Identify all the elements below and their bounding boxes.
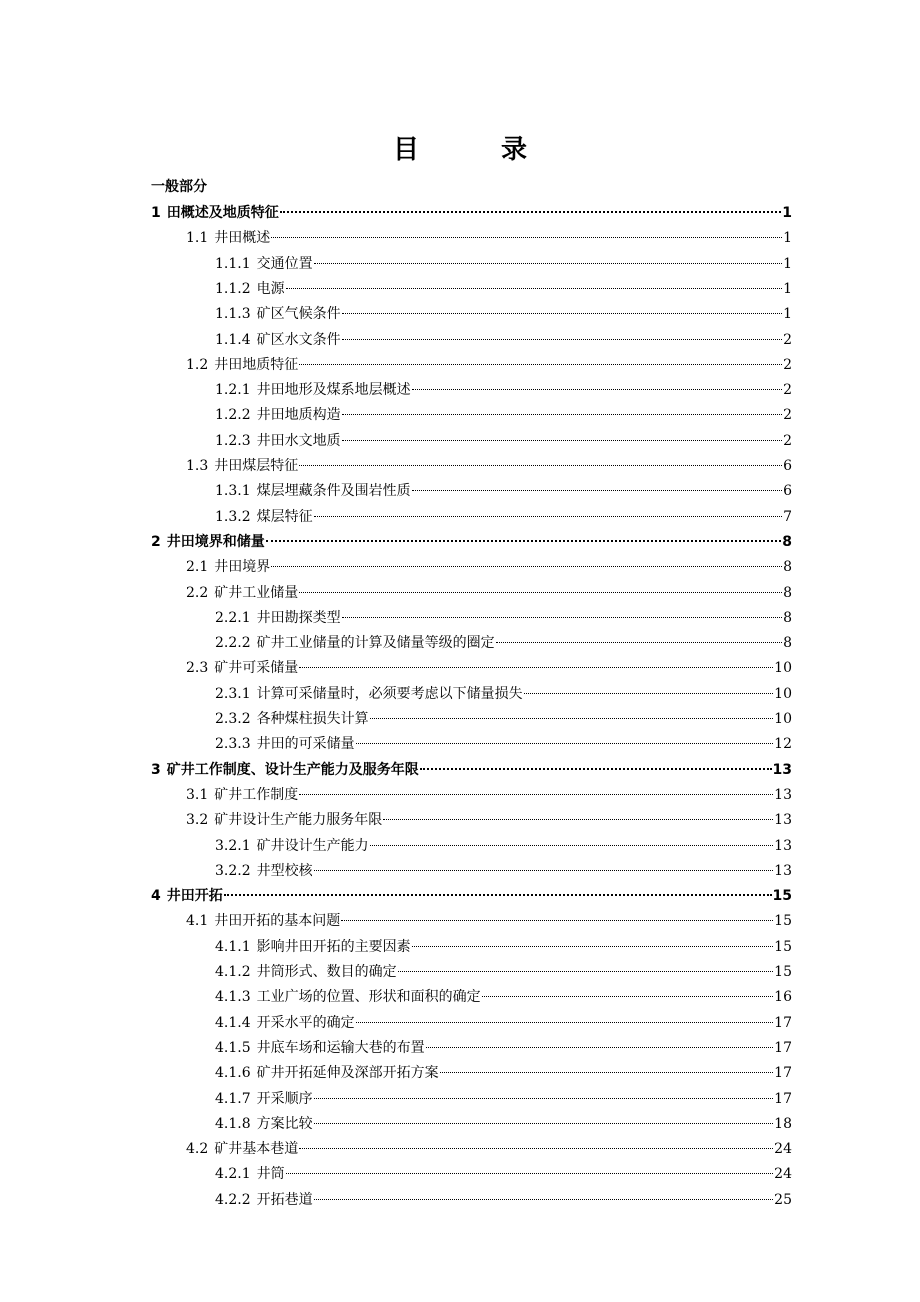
toc-leader-dots [356, 1021, 774, 1023]
toc-entry-title: 井田地形及煤系地层概述 [256, 382, 411, 399]
toc-entry-number: 2.1 [186, 559, 209, 576]
toc-entry-number: 4.1 [186, 913, 209, 930]
toc-leader-dots [524, 692, 774, 694]
toc-leader-dots [496, 641, 782, 643]
toc-entry-number: 4.1.8 [215, 1115, 251, 1132]
toc-entry-page: 8 [782, 533, 792, 550]
toc-entry-title: 井底车场和运输大巷的布置 [256, 1039, 425, 1056]
toc-leader-dots [314, 869, 774, 871]
toc-entry-page: 1 [783, 280, 792, 297]
toc-entry-title: 计算可采储量时，必须要考虑以下储量损失 [256, 685, 523, 702]
toc-leader-dots [286, 1172, 774, 1174]
toc-leader-dots [280, 210, 782, 213]
toc-leader-dots [286, 287, 782, 289]
toc-entry[interactable] [215, 860, 792, 885]
toc-entry-title: 开采顺序 [256, 1090, 313, 1107]
toc-entry-number: 2.3.2 [215, 711, 251, 727]
toc-leader-dots [266, 539, 782, 542]
toc-entry-title: 矿井工业储量的计算及储量等级的圈定 [256, 635, 495, 652]
toc-entry-page: 6 [783, 458, 792, 474]
toc-entry-page: 15 [774, 938, 792, 955]
toc-entry-title: 矿井设计生产能力服务年限 [214, 812, 383, 829]
toc-leader-dots [440, 1071, 774, 1073]
toc-entry-number: 2 [151, 533, 161, 550]
toc-entry-page: 1 [783, 255, 792, 272]
toc-entry-title: 电源 [256, 280, 285, 297]
toc-entry[interactable] [186, 455, 792, 480]
toc-entry[interactable] [215, 1012, 792, 1037]
toc-leader-dots [342, 413, 782, 415]
toc-leader-dots [342, 439, 782, 441]
toc-entry-page: 13 [774, 862, 792, 879]
toc-entry-number: 4.1.6 [215, 1065, 251, 1082]
toc-leader-dots [314, 1122, 774, 1124]
toc-entry-number: 2.2 [186, 584, 209, 601]
toc-leader-dots [412, 489, 782, 491]
toc-leader-dots [314, 262, 782, 264]
toc-entry-number: 2.3.1 [215, 685, 251, 702]
toc-entry-page: 1 [783, 230, 792, 247]
toc-entry[interactable] [151, 759, 792, 784]
toc-entry-page: 10 [774, 711, 792, 727]
toc-entry-page: 15 [774, 964, 792, 980]
toc-entry[interactable] [215, 278, 792, 303]
toc-entry[interactable] [215, 253, 792, 278]
toc-leader-dots [314, 1097, 774, 1099]
toc-entry[interactable] [215, 480, 792, 505]
toc-entry-title: 矿井工作制度、设计生产能力及服务年限 [166, 761, 419, 778]
toc-entry-number: 4.2.2 [215, 1191, 251, 1208]
toc-leader-dots [342, 312, 782, 314]
toc-leader-dots [224, 893, 772, 896]
toc-entry-page: 15 [772, 888, 792, 905]
toc-leader-dots [370, 844, 774, 846]
toc-entry-page: 2 [783, 407, 792, 424]
toc-entry-title: 煤层特征 [256, 508, 313, 525]
toc-entry-number: 4.2 [186, 1141, 209, 1158]
toc-leader-dots [299, 464, 782, 466]
toc-entry[interactable] [186, 809, 792, 834]
toc-entry-number: 1.2.2 [215, 407, 251, 424]
toc-entry-number: 1.1 [186, 230, 209, 247]
toc-entry-title: 开采水平的确定 [256, 1014, 355, 1031]
toc-entry-title: 井田概述 [214, 230, 271, 247]
toc-entry-title: 矿区气候条件 [256, 306, 341, 323]
toc-entry-title: 影响井田开拓的主要因素 [256, 938, 411, 955]
toc-entry-title: 矿井设计生产能力 [256, 837, 369, 854]
toc-leader-dots [299, 1147, 773, 1149]
toc-entry-title: 井筒 [256, 1166, 285, 1183]
toc-entry-number: 4.1.2 [215, 964, 251, 980]
toc-leader-dots [342, 338, 782, 340]
toc-entry-title: 井田煤层特征 [214, 458, 299, 474]
toc-entry-page: 8 [783, 559, 792, 576]
toc-entry-page: 8 [783, 609, 792, 626]
toc-entry-page: 8 [783, 635, 792, 652]
toc-entry-title: 井筒形式、数目的确定 [256, 964, 397, 980]
toc-entry[interactable] [215, 303, 792, 328]
toc-entry[interactable] [215, 961, 792, 986]
toc-entry-page: 13 [774, 812, 792, 829]
toc-entry[interactable] [215, 632, 792, 657]
toc-entry[interactable] [215, 430, 792, 455]
toc-entry-title: 方案比较 [256, 1115, 313, 1132]
toc-entry-page: 24 [774, 1141, 792, 1158]
toc-leader-dots [299, 666, 773, 668]
toc-entry-title: 井型校核 [256, 862, 313, 879]
toc-entry-number: 1.2.3 [215, 432, 251, 449]
toc-entry-number: 2.3.3 [215, 736, 251, 753]
toc-leader-dots [271, 236, 782, 238]
toc-entry-number: 1.2.1 [215, 382, 251, 399]
toc-leader-dots [412, 388, 782, 390]
toc-entry-number: 4.1.4 [215, 1014, 251, 1031]
toc-entry-number: 1.1.4 [215, 331, 251, 348]
toc-leader-dots [271, 565, 782, 567]
toc-entry[interactable] [186, 556, 792, 581]
page-title: 目 录 [392, 135, 555, 165]
toc-entry-page: 6 [783, 483, 792, 500]
toc-entry-number: 1 [151, 205, 161, 221]
toc-entry[interactable] [215, 1189, 792, 1214]
toc-entry-number: 4.1.5 [215, 1039, 251, 1056]
toc-entry[interactable] [186, 784, 792, 809]
toc-entry[interactable] [215, 1113, 792, 1138]
toc-entry-number: 3.2.2 [215, 862, 251, 879]
toc-entry-number: 1.3.2 [215, 508, 251, 525]
toc-entry[interactable] [215, 329, 792, 354]
toc-entry-number: 1.3.1 [215, 483, 251, 500]
toc-leader-dots [383, 818, 773, 820]
toc-entry[interactable] [215, 607, 792, 632]
toc-entry-page: 7 [783, 508, 792, 525]
toc-entry-number: 1.1.3 [215, 306, 251, 323]
toc-entry-title: 矿井可采储量 [214, 660, 299, 677]
toc-entry-title: 井田地质特征 [214, 356, 299, 373]
toc-leader-dots [299, 793, 773, 795]
toc-leader-dots [482, 995, 774, 997]
toc-entry-page: 17 [774, 1014, 792, 1031]
toc-entry-title: 井田开拓 [166, 888, 223, 905]
toc-entry-page: 2 [783, 356, 792, 373]
toc-entry-number: 4 [151, 888, 161, 905]
toc-entry[interactable] [186, 910, 792, 935]
toc-entry[interactable] [215, 1163, 792, 1188]
toc-entry-title: 工业广场的位置、形状和面积的确定 [256, 989, 481, 1006]
toc-entry[interactable] [215, 733, 792, 758]
toc-entry-page: 17 [774, 1065, 792, 1082]
toc-entry-number: 1.2 [186, 356, 209, 373]
toc-entry-title: 井田地质构造 [256, 407, 341, 424]
toc-entry-title: 矿井工业储量 [214, 584, 299, 601]
toc-leader-dots [412, 945, 774, 947]
toc-leader-dots [370, 717, 774, 719]
toc-entry[interactable] [186, 582, 792, 607]
toc-entry-title: 田概述及地质特征 [166, 205, 279, 221]
toc-entry-page: 18 [774, 1115, 792, 1132]
toc-entry[interactable] [215, 506, 792, 531]
toc-entry-page: 16 [774, 989, 792, 1006]
toc-entry[interactable] [215, 683, 792, 708]
toc-entry-title: 矿井工作制度 [214, 786, 299, 803]
toc-entry[interactable] [186, 354, 792, 379]
toc-leader-dots [341, 919, 773, 921]
toc-entry-page: 17 [774, 1090, 792, 1107]
toc-entry-page: 13 [774, 837, 792, 854]
toc-entry[interactable] [151, 202, 792, 227]
toc-entry-title: 开拓巷道 [256, 1191, 313, 1208]
toc-entry-title: 煤层埋藏条件及围岩性质 [256, 483, 411, 500]
toc-entry-title: 井田境界 [214, 559, 271, 576]
toc-entry-title: 井田开拓的基本问题 [214, 913, 341, 930]
toc-leader-dots [314, 1198, 774, 1200]
toc-entry-page: 13 [774, 786, 792, 803]
toc-entry-number: 1.1.1 [215, 255, 251, 272]
toc-entry-page: 2 [783, 382, 792, 399]
toc-entry-number: 3.2.1 [215, 837, 251, 854]
toc-entry-number: 4.2.1 [215, 1166, 251, 1183]
toc-entry-number: 4.1.3 [215, 989, 251, 1006]
toc-entry-title: 井田水文地质 [256, 432, 341, 449]
toc-entry[interactable] [215, 1088, 792, 1113]
toc-entry-title: 井田的可采储量 [256, 736, 355, 753]
toc-entry-title: 交通位置 [256, 255, 313, 272]
toc-entry-number: 3.2 [186, 812, 209, 829]
toc-entry[interactable] [215, 835, 792, 860]
toc-entry-number: 4.1.7 [215, 1090, 251, 1107]
toc-entry[interactable] [151, 531, 792, 556]
toc-entry-page: 15 [774, 913, 792, 930]
toc-entry[interactable] [151, 885, 792, 910]
toc-entry[interactable] [186, 1138, 792, 1163]
toc-entry[interactable] [215, 1037, 792, 1062]
toc-entry-number: 4.1.1 [215, 938, 251, 955]
toc-entry-page: 10 [774, 685, 792, 702]
toc-leader-dots [398, 970, 774, 972]
toc-entry-title: 井田境界和储量 [166, 533, 265, 550]
toc-entry-page: 1 [782, 205, 792, 221]
toc-entry[interactable] [186, 657, 792, 682]
toc-entry-number: 1.3 [186, 458, 209, 474]
toc-entry-page: 2 [783, 331, 792, 348]
toc-entry[interactable] [215, 379, 792, 404]
toc-leader-dots [299, 363, 782, 365]
toc-entry-number: 2.3 [186, 660, 209, 677]
toc-entry[interactable] [215, 1062, 792, 1087]
toc-entry[interactable] [186, 227, 792, 252]
toc-entry-page: 2 [783, 432, 792, 449]
toc-entry-page: 10 [774, 660, 792, 677]
toc-entry-title: 矿区水文条件 [256, 331, 341, 348]
toc-entry-number: 3 [151, 761, 161, 778]
toc-entry-page: 25 [774, 1191, 792, 1208]
toc-entry-page: 17 [774, 1039, 792, 1056]
toc-entry-page: 8 [783, 584, 792, 601]
toc-entry-page: 1 [783, 306, 792, 323]
toc-entry-number: 1.1.2 [215, 280, 251, 297]
toc-entry-title: 各种煤柱损失计算 [256, 711, 369, 727]
toc-entry-number: 3.1 [186, 786, 209, 803]
toc-entry-number: 2.2.1 [215, 609, 251, 626]
toc-entry-number: 2.2.2 [215, 635, 251, 652]
toc-entry-title: 井田勘探类型 [256, 609, 341, 626]
toc-leader-dots [342, 616, 782, 618]
toc-entry[interactable] [215, 708, 792, 733]
toc-leader-dots [420, 767, 772, 770]
toc-entry-page: 12 [774, 736, 792, 753]
toc-leader-dots [314, 515, 782, 517]
toc-entry[interactable] [215, 986, 792, 1011]
toc-entry-title: 矿井开拓延伸及深部开拓方案 [256, 1065, 439, 1082]
toc-entry[interactable] [215, 936, 792, 961]
toc-leader-dots [356, 742, 774, 744]
toc-leader-dots [426, 1046, 774, 1048]
toc-entry-page: 24 [774, 1166, 792, 1183]
toc-leader-dots [299, 591, 782, 593]
section-label: 一般部分 [151, 179, 207, 195]
toc-entry[interactable] [215, 404, 792, 429]
toc-entry-page: 13 [772, 761, 792, 778]
toc-entry-title: 矿井基本巷道 [214, 1141, 299, 1158]
